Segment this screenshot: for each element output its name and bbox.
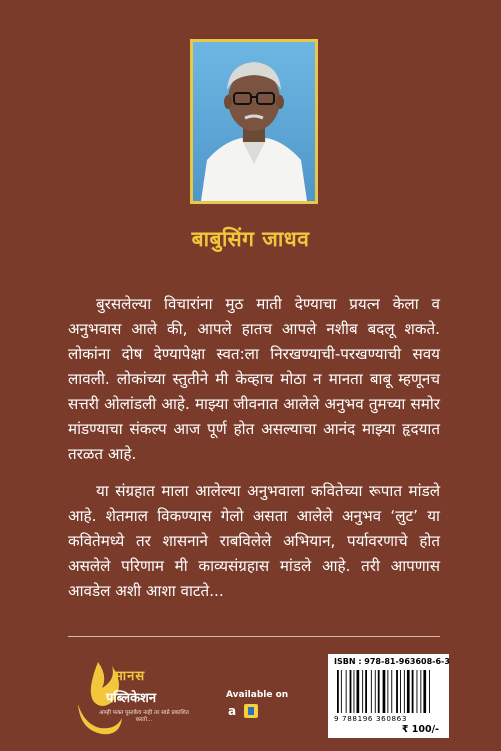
isbn-label: ISBN : 978-81-963608-6-3 [334,657,450,666]
author-portrait-image [193,42,315,201]
price: ₹ 100/- [401,724,439,735]
blurb-paragraph-1: बुरसलेल्या विचारांना मुठ माती देण्याचा प्रयत्न केला व अनुभवास आले की, आपले हातच आपले नशीब बदलू शकते. लोकांना दोष देण्यापेक्षा स्वत:ला निरखण्याची-परखण्याची सवय लावली. लोकांच्या स्तुतीने मी केव्हाच मोठा न मानता बाबू म्हणूनच सत्तरी ओलांडली आहे. माझ्या जीवनात आलेले अनुभव तुमच्या समोर मांडण्याचा संकल्प आज पूर्ण होत असल्याचा आनंद माझ्या हृदयात तरळत आहे. [68,295,440,463]
blurb-paragraph-2: या संग्रहात माला आलेल्या अनुभवाला कवितेच्या रूपात मांडले आहे. शेतमाल विकण्यास गेलो असता आलेले अनुभव ‘लुट’ या कवितेमध्ये तर शासनाने राबविलेले अभियान, पर्यावरणाचे होत असलेले परिणाम मी काव्यसंग्रहास मांडले आहे. तरी आपणास आवडेल अशी आशा वाटते... [68,482,440,600]
publisher-tagline: आम्ही फक्त पुस्तकेच नाही तर स्वप्ने प्रकाशित करतो... [99,710,189,723]
publisher-name-line-2: पब्लिकेशन [106,691,157,706]
publisher-logo [72,658,222,743]
divider [68,636,440,637]
availability [218,690,288,722]
isbn-block [328,654,449,738]
barcode-digits: 9 788196 360863 [334,714,408,723]
author-photo [190,39,318,204]
author-name: बाबुसिंग जाधव [191,227,310,251]
publisher-name-line-1: मानस [115,669,146,684]
flipkart-icon [244,704,258,718]
barcode-icon [336,670,441,713]
available-on-label: Available on [226,690,289,700]
amazon-icon: a [228,704,237,718]
